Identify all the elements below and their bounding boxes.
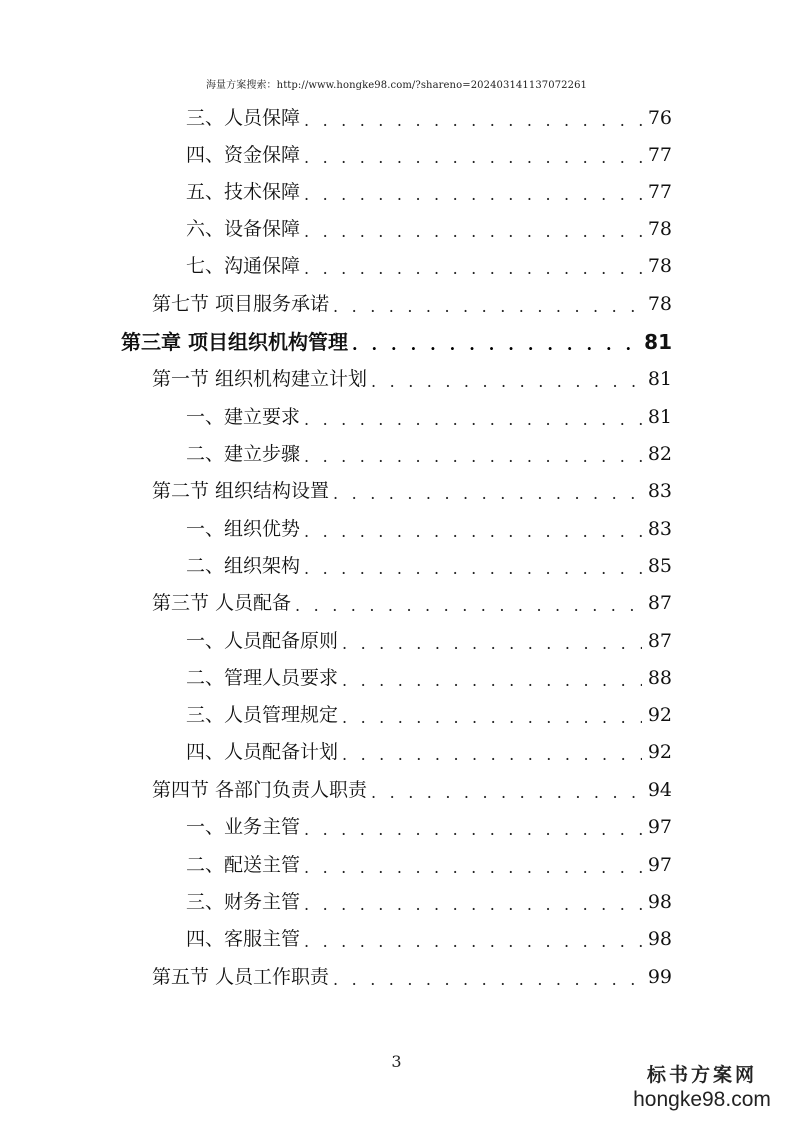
toc-entry[interactable] (186, 697, 672, 734)
toc-dot-leader (304, 513, 642, 550)
toc-entry[interactable] (186, 884, 672, 921)
toc-dot-leader (342, 625, 642, 662)
toc-dot-leader (295, 587, 642, 624)
toc-dot-leader (304, 550, 642, 587)
toc-entry[interactable] (186, 623, 672, 660)
toc-entry-page: 82 (647, 443, 672, 465)
toc-entry-page: 87 (647, 630, 672, 652)
toc-entry-page: 81 (647, 406, 672, 428)
toc-dot-leader (304, 811, 642, 848)
toc-entry-title: 五、技术保障 (186, 181, 301, 203)
toc-dot-leader (304, 401, 642, 438)
toc-entry-section[interactable] (152, 772, 672, 809)
toc-entry-title: 二、配送主管 (186, 854, 301, 876)
site-watermark-logo (627, 1060, 777, 1112)
toc-entry-title: 七、沟通保障 (186, 255, 301, 277)
page-header-search-url: 海量方案搜索：http://www.hongke98.com/?shareno=202403141137072261 (205, 80, 588, 91)
page-number: 3 (391, 1052, 402, 1071)
toc-entry-title: 一、组织优势 (186, 518, 301, 540)
toc-dot-leader (304, 923, 642, 960)
toc-entry-page: 97 (647, 816, 672, 838)
toc-entry[interactable] (186, 548, 672, 585)
toc-entry-title: 第三节 人员配备 (152, 592, 292, 614)
toc-entry[interactable] (186, 847, 672, 884)
toc-entry-title: 一、人员配备原则 (186, 630, 339, 652)
toc-entry-page: 88 (647, 667, 672, 689)
toc-entry-section[interactable] (152, 585, 672, 622)
toc-entry-section[interactable] (152, 286, 672, 323)
toc-dot-leader (304, 176, 642, 213)
toc-entry-page: 83 (647, 480, 672, 502)
toc-dot-leader (333, 288, 642, 325)
toc-dot-leader (342, 699, 642, 736)
toc-entry-section[interactable] (152, 473, 672, 510)
toc-dot-leader (304, 250, 642, 287)
toc-entry-section[interactable] (152, 959, 672, 996)
toc-entry-page: 87 (647, 592, 672, 614)
toc-entry[interactable] (186, 248, 672, 285)
toc-entry-section[interactable] (152, 361, 672, 398)
toc-dot-leader (304, 102, 642, 139)
toc-entry-page: 83 (647, 518, 672, 540)
toc-entry-title: 第五节 人员工作职责 (152, 966, 330, 988)
toc-entry-title: 二、建立步骤 (186, 443, 301, 465)
toc-entry-title: 第一节 组织机构建立计划 (152, 368, 368, 390)
toc-entry-page: 85 (647, 555, 672, 577)
toc-dot-leader (304, 139, 642, 176)
toc-entry[interactable] (186, 734, 672, 771)
toc-entry-title: 四、人员配备计划 (186, 741, 339, 763)
toc-entry-title: 一、业务主管 (186, 816, 301, 838)
toc-entry-title: 第三章 项目组织机构管理 (121, 330, 348, 354)
toc-dot-leader (333, 475, 642, 512)
toc-entry-page: 97 (647, 854, 672, 876)
toc-dot-leader (304, 886, 642, 923)
toc-entry-page: 77 (647, 144, 672, 166)
toc-dot-leader (371, 363, 642, 400)
toc-entry-page: 99 (647, 966, 672, 988)
toc-entry-title: 六、设备保障 (186, 218, 301, 240)
toc-entry-page: 81 (644, 330, 672, 354)
toc-entry-page: 98 (647, 891, 672, 913)
toc-entry[interactable] (186, 809, 672, 846)
toc-entry[interactable] (186, 436, 672, 473)
toc-dot-leader (342, 736, 642, 773)
toc-dot-leader (304, 213, 642, 250)
toc-entry[interactable] (186, 100, 672, 137)
toc-entry-page: 76 (647, 107, 672, 129)
toc-entry-page: 92 (647, 704, 672, 726)
toc-dot-leader (342, 662, 642, 699)
watermark-en-text: hongke98.com (633, 1088, 771, 1111)
toc-entry-title: 第七节 项目服务承诺 (152, 293, 330, 315)
toc-dot-leader (333, 961, 642, 998)
toc-dot-leader (352, 326, 638, 363)
toc-entry[interactable] (186, 511, 672, 548)
table-of-contents (0, 100, 793, 1000)
toc-entry-title: 一、建立要求 (186, 406, 301, 428)
toc-entry-title: 四、资金保障 (186, 144, 301, 166)
toc-entry-title: 四、客服主管 (186, 928, 301, 950)
toc-entry[interactable] (186, 137, 672, 174)
toc-entry[interactable] (186, 399, 672, 436)
toc-entry-title: 二、组织架构 (186, 555, 301, 577)
toc-entry[interactable] (186, 211, 672, 248)
toc-entry-page: 81 (647, 368, 672, 390)
toc-entry-title: 二、管理人员要求 (186, 667, 339, 689)
toc-dot-leader (304, 438, 642, 475)
toc-entry-title: 三、人员管理规定 (186, 704, 339, 726)
toc-dot-leader (304, 849, 642, 886)
toc-entry-page: 78 (647, 255, 672, 277)
toc-entry-chapter[interactable] (121, 324, 672, 361)
toc-entry-page: 98 (647, 928, 672, 950)
toc-entry-page: 77 (647, 181, 672, 203)
toc-entry-page: 94 (647, 779, 672, 801)
toc-entry[interactable] (186, 660, 672, 697)
toc-entry-title: 第四节 各部门负责人职责 (152, 779, 368, 801)
toc-entry-title: 三、财务主管 (186, 891, 301, 913)
toc-entry[interactable] (186, 921, 672, 958)
toc-entry-title: 第二节 组织结构设置 (152, 480, 330, 502)
watermark-cn-text: 标书方案网 (646, 1064, 757, 1086)
toc-entry-page: 78 (647, 293, 672, 315)
toc-dot-leader (371, 774, 642, 811)
toc-entry-title: 三、人员保障 (186, 107, 301, 129)
toc-entry[interactable] (186, 174, 672, 211)
toc-entry-page: 92 (647, 741, 672, 763)
toc-entry-page: 78 (647, 218, 672, 240)
